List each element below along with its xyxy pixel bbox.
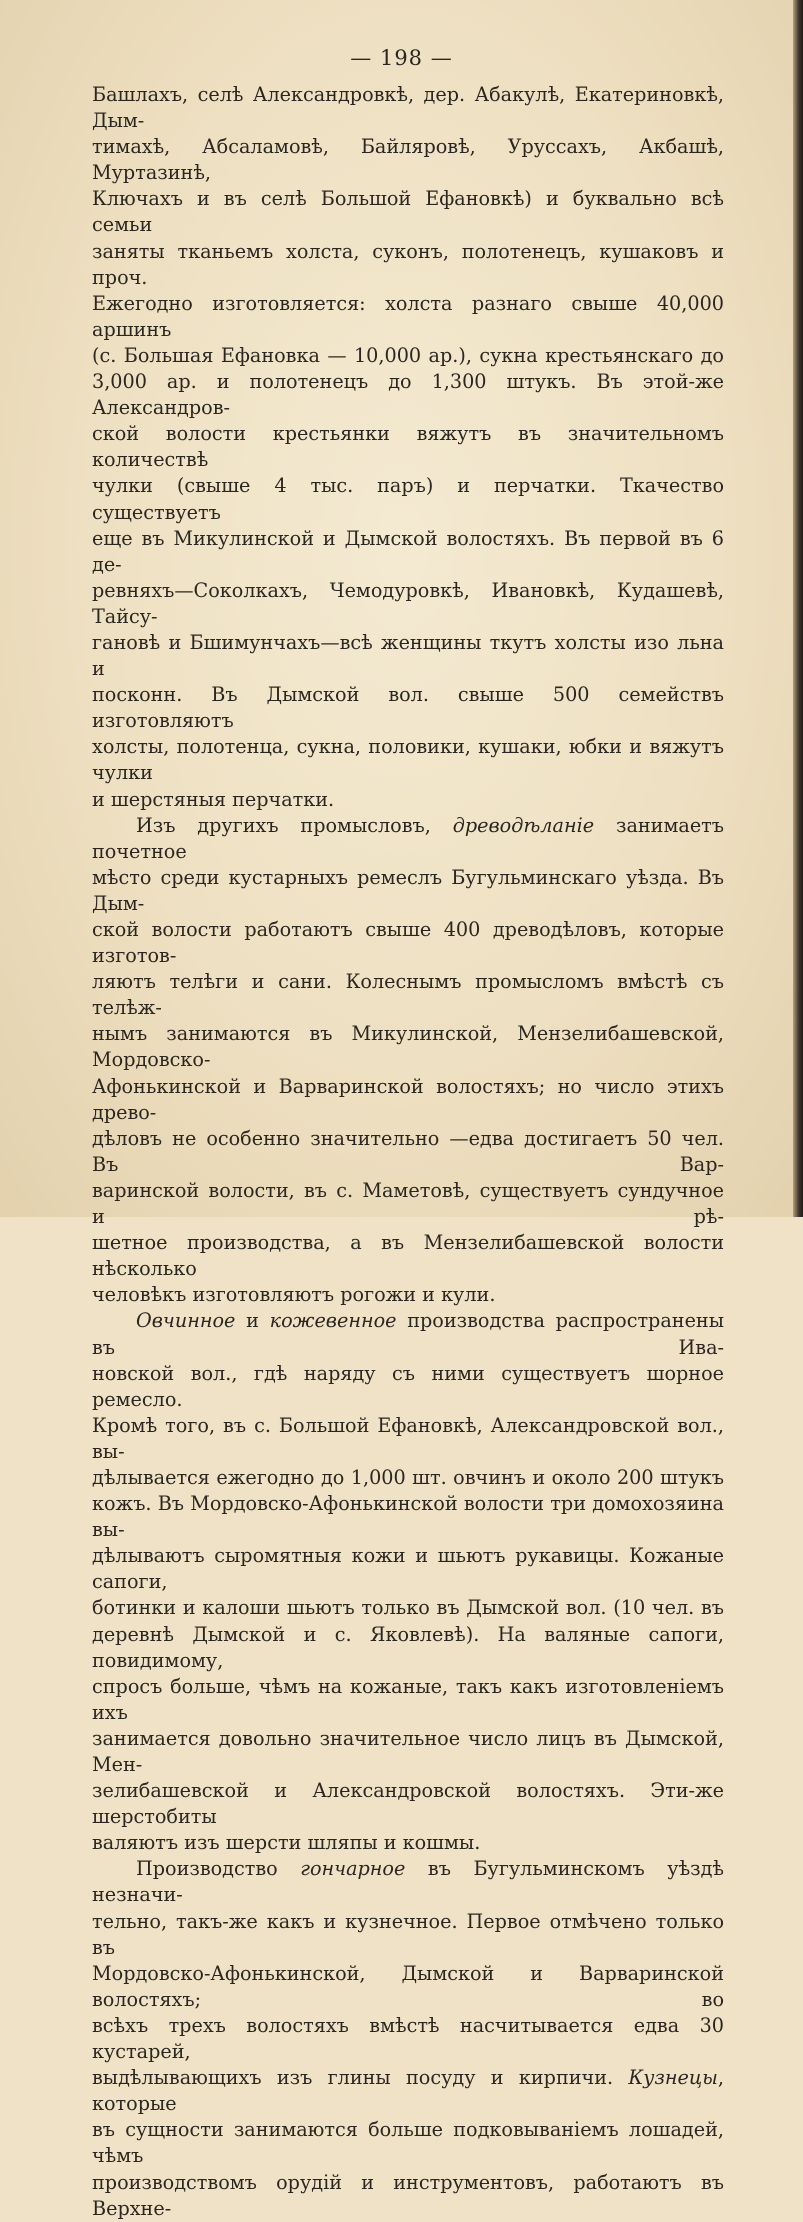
book-spine-shadow <box>793 0 803 1217</box>
text-line: мѣсто среди кустарныхъ ремеслъ Бугульминскаго уѣзда. Въ Дым- <box>92 865 724 915</box>
text-line: въ сущности занимаются больше подковываніемъ лошадей, чѣмъ <box>92 2118 724 2168</box>
text-line: ревняхъ—Соколкахъ, Чемодуровкѣ, Ивановкѣ, Кудашевѣ, Тайсу- <box>92 578 724 628</box>
text-line: Башлахъ, селѣ Александровкѣ, дер. Абакулѣ, Екатериновкѣ, Дым- <box>92 83 724 133</box>
text-line: ляютъ телѣги и сани. Колеснымъ промысломъ вмѣстѣ съ телѣж- <box>92 970 724 1020</box>
text-line: Кромѣ того, въ с. Большой Ефановкѣ, Александровской вол., вы- <box>92 1413 724 1463</box>
text-line: Афонькинской и Варваринской волостяхъ; но число этихъ древо- <box>92 1074 724 1124</box>
body-text <box>92 82 724 2222</box>
text-line: Ежегодно изготовляется: холста разнаго свыше 40,000 аршинъ <box>92 291 724 341</box>
text-line: тимахѣ, Абсаламовѣ, Байляровѣ, Уруссахъ, Акбашѣ, Муртазинѣ, <box>92 135 724 185</box>
text-line: деревнѣ Дымской и с. Яковлевѣ). На валяные сапоги, повидимому, <box>92 1622 724 1672</box>
text-line: спросъ больше, чѣмъ на кожаные, такъ какъ изготовленіемъ ихъ <box>92 1674 724 1724</box>
text-line: кожъ. Въ Мордовско-Афонькинской волости три домохозяина вы- <box>92 1492 724 1542</box>
text-line: еще въ Микулинской и Дымской волостяхъ. Въ первой въ 6 де- <box>92 526 724 576</box>
text-line: ской волости работаютъ свыше 400 древодѣловъ, которые изготов- <box>92 918 724 968</box>
text-line: Производство гончарное въ Бугульминскомъ уѣздѣ незначи- <box>92 1857 724 1907</box>
text-line: ской волости крестьянки вяжутъ въ значительномъ количествѣ <box>92 422 724 472</box>
text-line: посконн. Въ Дымской вол. свыше 500 семействъ изготовляютъ <box>92 683 724 733</box>
text-line: валяютъ изъ шерсти шляпы и кошмы. <box>92 1831 481 1855</box>
text-line: Овчинное и кожевенное производства распространены въ Ива- <box>92 1309 724 1359</box>
text-line: ботинки и калоши шьютъ только въ Дымской вол. (10 чел. въ <box>92 1596 724 1620</box>
text-line: Изъ другихъ промысловъ, древодѣланіе занимаетъ почетное <box>92 813 725 863</box>
text-line: гановѣ и Бшимунчахъ—всѣ женщины ткутъ холсты изо льна и <box>92 630 724 681</box>
text-line: дѣлывается ежегодно до 1,000 шт. овчинъ и около 200 штукъ <box>92 1465 724 1489</box>
text-line: дѣлываютъ сыромятныя кожи и шьютъ рукавицы. Кожаные сапоги, <box>92 1544 724 1594</box>
text-line: тельно, такъ-же какъ и кузнечное. Первое отмѣчено только въ <box>92 1909 724 1959</box>
text-line: Мордовско-Афонькинской, Дымской и Варваринской волостяхъ; во <box>92 1961 724 2011</box>
page-number: — 198 — <box>350 46 453 70</box>
text-line: дѣловъ не особенно значительно —едва достигаетъ 50 чел. Въ Вар- <box>92 1126 724 1176</box>
text-line: зелибашевской и Александровской волостяхъ. Эти-же шерстобиты <box>92 1779 724 1829</box>
text-line: новской вол., гдѣ наряду съ ними существуетъ шорное ремесло. <box>92 1361 724 1411</box>
text-line: холсты, полотенца, сукна, половики, кушаки, юбки и вяжутъ чулки <box>92 735 724 785</box>
text-line: варинской волости, въ с. Маметовѣ, существуетъ сундучное и рѣ- <box>92 1178 724 1229</box>
text-line: человѣкъ изготовляютъ рогожи и кули. <box>92 1283 496 1307</box>
text-line: Ключахъ и въ селѣ Большой Ефановкѣ) и буквально всѣ семьи <box>92 187 724 237</box>
text-line: заняты тканьемъ холста, суконъ, полотенецъ, кушаковъ и проч. <box>92 239 724 289</box>
text-line: выдѣлывающихъ изъ глины посуду и кирпичи. Кузнецы, которые <box>92 2066 724 2116</box>
text-line: производствомъ орудій и инструментовъ, работаютъ въ Верхне- <box>92 2170 724 2220</box>
text-line: (с. Большая Ефановка — 10,000 ар.), сукна крестьянскаго до <box>92 343 724 367</box>
text-line: занимается довольно значительное число лицъ въ Дымской, Мен- <box>92 1726 724 1776</box>
text-line: 3,000 ар. и полотенецъ до 1,300 штукъ. Въ этой-же Александров- <box>92 370 724 420</box>
text-line: шетное производства, а въ Мензелибашевской волости нѣсколько <box>92 1231 724 1281</box>
text-line: всѣхъ трехъ волостяхъ вмѣстѣ насчитывается едва 30 кустарей, <box>92 2013 724 2064</box>
text-line: нымъ занимаются въ Микулинской, Мензелибашевской, Мордовско- <box>92 1022 724 1072</box>
text-line: чулки (свыше 4 тыс. паръ) и перчатки. Ткачество существуетъ <box>92 474 724 524</box>
text-line: и шерстяныя перчатки. <box>92 787 335 811</box>
